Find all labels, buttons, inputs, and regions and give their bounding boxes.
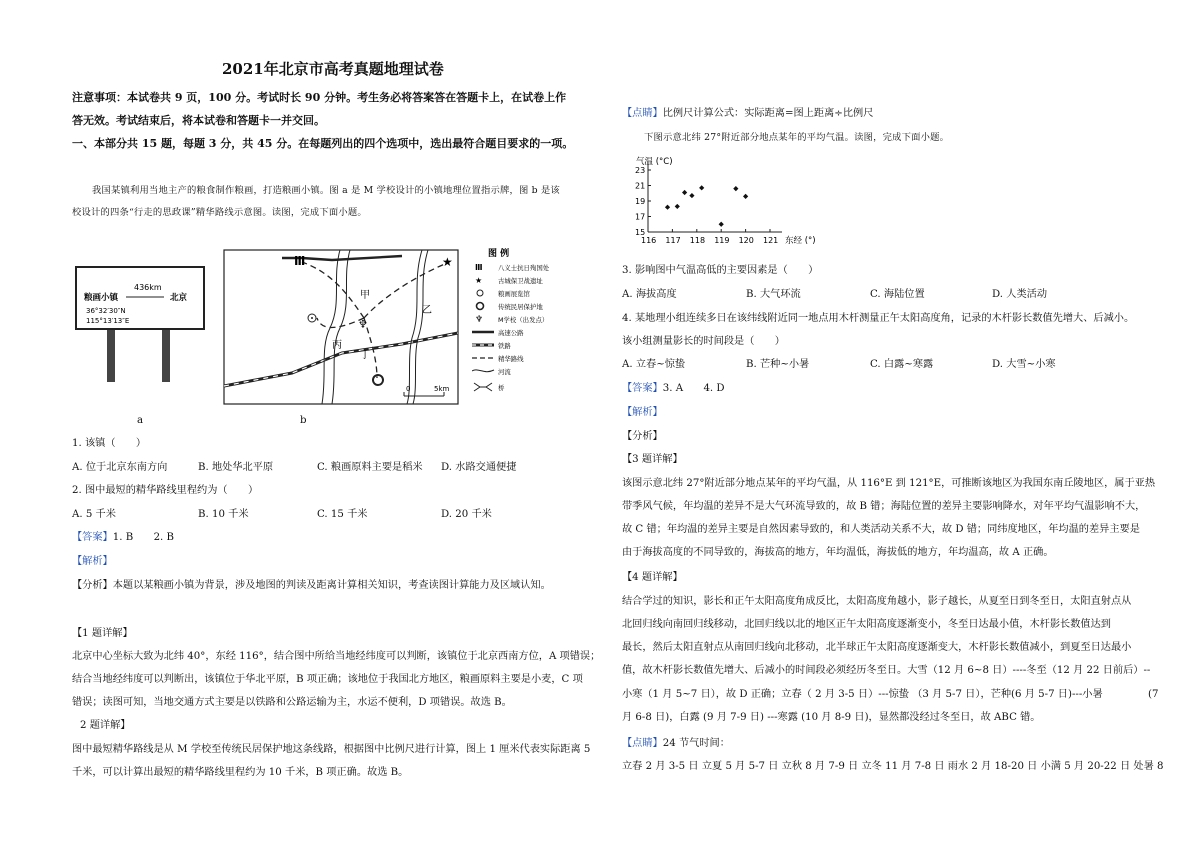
chart-point: [719, 222, 724, 227]
q4-option-d: D. 大雪~小寒: [992, 359, 1056, 370]
q3-option-d: D. 人类活动: [992, 289, 1048, 300]
answer-1-2: [72, 531, 174, 545]
q4-option-a: A. 立春~惊蛰: [622, 359, 686, 370]
q1-detail-head: 【1 题详解】: [72, 628, 133, 639]
analysis-summary-2: 【分析】: [622, 431, 663, 442]
q4-detail-line-5: 小寒（1 月 5~7 日），故 D 正确；立春（ 2 月 3-5 日）---惊蛰 （3 月 5-7 日），芒种(6 月 5-7 日)---小暑: [622, 689, 1103, 700]
q1-option-d: D. 水路交通便捷: [441, 462, 517, 473]
legend-item-8: 河流: [498, 368, 511, 376]
caption-b: b: [300, 415, 307, 426]
intro-line-1: 我国某镇利用当地主产的粮食制作粮画，打造粮画小镇。图 a 是 M 学校设计的小镇地理位置指示牌，图 b 是该: [92, 185, 560, 196]
page-title: 2021年北京市高考真题地理试卷: [222, 60, 444, 78]
q2-stem: 2. 图中最短的精华路线里程约为（ ）: [72, 485, 259, 496]
figure-a-signboard: [72, 262, 212, 422]
q4-stem-2: 该小组测量影长的时间段是（ ）: [622, 336, 785, 347]
legend-item-9: 桥: [498, 384, 505, 392]
chart-xlabel: 东经 (°): [785, 236, 816, 246]
monument-icon: Ⅲ: [294, 254, 306, 268]
chart-point: [665, 205, 670, 210]
answer-text-2: 3. A 4. D: [662, 383, 725, 394]
chart-x-tick-label: 118: [689, 236, 706, 245]
q1-option-c: C. 粮画原料主要是稻米: [317, 462, 423, 473]
q4-option-c: C. 白露~寒露: [870, 359, 934, 370]
answer-label: 【答案】: [72, 532, 113, 543]
q2-option-a: A. 5 千米: [72, 509, 116, 520]
chart-x-tick-label: 121: [763, 236, 779, 245]
chart-y-tick-label: 15: [635, 228, 646, 237]
figure-b-route-map: [222, 248, 462, 408]
q2-detail-line-2: 千米，可以计算出最短的精华路线里程约为 10 千米，B 项正确。故选 B。: [72, 767, 409, 778]
analysis-summary-1: 【分析】本题以某粮画小镇为背景，涉及地图的判读及距离计算相关知识，考查读图计算能力及区域认知。: [72, 580, 551, 591]
q2-detail-line-1: 图中最短精华路线是从 M 学校至传统民居保护地这条线路，根据图中比例尺进行计算，图上 1 厘米代表实际距离 5: [72, 744, 591, 755]
q1-detail-line-3: 错误；读图可知，当地交通方式主要是以铁路和公路运输为主，水运不便利，D 项错误。故选 B。: [72, 697, 512, 708]
legend-item-7: 精华路线: [498, 355, 524, 363]
analysis-label-1: 【解析】: [72, 556, 113, 567]
sign-to: 北京: [170, 293, 188, 303]
q1-detail-line-1: 北京中心坐标大致为北纬 40°，东经 116°，结合图中所给当地经纬度可以判断，该镇位于北京西南方位，A 项错误；: [72, 651, 601, 662]
legend-residence-icon: [477, 303, 484, 310]
star-icon: ★: [442, 255, 453, 269]
q3-stem: 3. 影响图中气温高低的主要因素是（ ）: [622, 265, 819, 276]
tip-scale-formula: [622, 107, 873, 121]
tip-text: 比例尺计算公式：实际距离=图上距离÷比例尺: [662, 108, 874, 119]
q3-option-c: C. 海陆位置: [870, 289, 925, 300]
label-yi: 乙: [422, 305, 432, 316]
chart-point: [682, 190, 687, 195]
intro-2: 下图示意北纬 27°附近部分地点某年的平均气温。读图，完成下面小题。: [644, 132, 950, 143]
legend-item-3: 传统民居保护地: [498, 303, 543, 311]
q4-detail-line-2: 北回归线向南回归线移动，北回归线以北的地区正午太阳高度逐渐变小，冬至日达最小值，木杆影长数值达到: [622, 619, 1111, 630]
sign-lat: 36°32′30″N: [86, 307, 126, 315]
chart-point: [733, 186, 738, 191]
map-legend: [472, 248, 562, 408]
legend-river-line: [472, 370, 494, 372]
q1-option-b: B. 地处华北平原: [198, 462, 274, 473]
q3-detail-line-3: 故 C 错；年均温的差异主要是自然因素导致的，和人类活动关系不大，故 D 错；同纬度地区，年均温的差异主要是: [622, 524, 1140, 535]
tip-text-2: 24 节气时间：: [662, 738, 730, 749]
solar-terms-line: 立春 2 月 3-5 日 立夏 5 月 5-7 日 立秋 8 月 7-9 日 立冬 11 月 7-8 日 雨水 2 月 18-20 日 小满 5 月 20-22 日 处暑 8: [622, 761, 1164, 772]
q3-option-b: B. 大气环流: [746, 289, 801, 300]
analysis-label-2: 【解析】: [622, 407, 663, 418]
q4-detail-line-4: 值，故木杆影长数值先增大、后减小的时间段必须经历冬至日。大雪（12 月 6~8 日）----冬至（12 月 22 日前后）--: [622, 665, 1151, 676]
label-ding: 丁: [360, 350, 370, 361]
answer-label-2: 【答案】: [622, 383, 663, 394]
chart-y-tick-label: 17: [635, 212, 646, 222]
q4-stem-1: 4. 某地理小组连续多日在该纬线附近同一地点用木杆测量正午太阳高度角，记录的木杆影长数值先增大、后减小。: [622, 313, 1135, 324]
chart-x-tick-label: 116: [641, 236, 657, 245]
q1-option-a: A. 位于北京东南方向: [72, 462, 168, 473]
q3-detail-head: 【3 题详解】: [622, 454, 683, 465]
chart-x-tick-label: 119: [714, 236, 730, 245]
section-heading: 一、本部分共 15 题，每题 3 分，共 45 分。在每题列出的四个选项中，选出最符合题目要求的一项。: [72, 137, 574, 150]
answer-3-4: [622, 382, 725, 396]
sign-lon: 115°13′13″E: [86, 317, 130, 325]
scale-zero: 0: [406, 385, 411, 393]
sign-distance: 436km: [134, 283, 162, 292]
legend-monument-icon: Ⅲ: [475, 263, 483, 272]
legend-title: 图 例: [488, 249, 510, 259]
legend-item-4: M学校（出发点）: [498, 316, 549, 324]
legend-school-icon: ♆: [475, 315, 484, 325]
notice-line-2: 答无效。考试结束后，将本试卷和答题卡一并交回。: [72, 114, 325, 127]
chart-point: [675, 204, 680, 209]
answer-text: 1. B 2. B: [112, 532, 175, 543]
legend-item-2: 粮画展览馆: [498, 290, 530, 298]
tip-label-2: 【点睛】: [622, 738, 663, 749]
q4-detail-line-5-end: (7: [1148, 689, 1159, 700]
q2-option-d: D. 20 千米: [441, 509, 492, 520]
chart-point: [743, 194, 748, 199]
q4-option-b: B. 芒种~小暑: [746, 359, 810, 370]
tip-solar-terms: [622, 737, 730, 751]
notice-line-1: 注意事项：本试卷共 9 页，100 分。考试时长 90 分钟。考生务必将答案答在答题卡上，在试卷上作: [72, 91, 567, 104]
label-jia: 甲: [360, 290, 370, 301]
q1-detail-line-2: 结合当地经纬度可以判断出，该镇位于华北平原，B 项正确；该地位于我国北方地区，粮画原料主要是小麦，C 项: [72, 674, 583, 685]
legend-item-1: 古城保卫战遗址: [498, 277, 543, 285]
chart-y-tick-label: 23: [635, 166, 646, 175]
q2-option-c: C. 15 千米: [317, 509, 368, 520]
sign-post-right: [162, 322, 170, 382]
q3-detail-line-1: 该图示意北纬 27°附近部分地点某年的平均气温，从 116°E 到 121°E，可推断该地区为我国东南丘陵地区，属于亚热: [622, 478, 1156, 489]
chart-point: [699, 185, 704, 190]
q4-detail-line-3: 最长，然后太阳直射点从南回归线向北移动，北半球正午太阳高度逐渐变大，木杆影长数值减小，到夏至日达最小: [622, 642, 1132, 653]
q4-detail-line-6: 月 6-8 日)，白露 (9 月 7-9 日) ---寒露 (10 月 8-9 日)，显然都没经过冬至日，故 ABC 错。: [622, 712, 1041, 723]
label-bing: 丙: [332, 340, 342, 351]
intro-line-2: 校设计的四条“行走的思政课”精华路线示意图。读图，完成下面小题。: [72, 207, 367, 218]
sign-post-left: [107, 322, 115, 382]
tip-label: 【点睛】: [622, 108, 663, 119]
chart-ylabel: 气温 (°C): [636, 157, 673, 167]
q4-detail-head: 【4 题详解】: [622, 572, 683, 583]
q2-detail-head: 2 题详解】: [80, 720, 131, 731]
chart-x-tick-label: 120: [738, 236, 754, 245]
legend-bridge-icon: [474, 383, 492, 391]
temperature-scatter-chart: [622, 152, 852, 252]
legend-hall-icon: [477, 290, 483, 296]
q1-stem: 1. 该镇（ ）: [72, 438, 147, 449]
legend-item-5: 高速公路: [498, 329, 524, 337]
q2-option-b: B. 10 千米: [198, 509, 249, 520]
scale-end: 5km: [434, 385, 450, 393]
school-m-icon: ♆: [358, 318, 368, 331]
q3-option-a: A. 海拔高度: [622, 289, 677, 300]
caption-a: a: [137, 415, 144, 426]
chart-point: [689, 193, 694, 198]
legend-item-6: 铁路: [498, 342, 511, 350]
chart-y-tick-label: 21: [635, 181, 646, 191]
chart-x-tick-label: 117: [665, 236, 681, 245]
chart-y-tick-label: 19: [635, 197, 646, 206]
legend-item-0: 八义士抗日殉国处: [498, 264, 550, 272]
q3-detail-line-4: 由于海拔高度的不同导致的，海拔高的地方，年均温低，海拔低的地方，年均温高，故 A 正确。: [622, 547, 1054, 558]
sign-from: 粮画小镇: [84, 293, 119, 303]
legend-star-icon: ★: [475, 276, 483, 285]
q3-detail-line-2: 带季风气候，年均温的差异不是大气环流导致的，故 B 错；海陆位置的差异主要影响降水，对年平均气温影响不大，: [622, 501, 1146, 512]
q4-detail-line-1: 结合学过的知识，影长和正午太阳高度角成反比，太阳高度角越小，影子越长，从夏至日到冬至日，太阳直射点从: [622, 596, 1132, 607]
